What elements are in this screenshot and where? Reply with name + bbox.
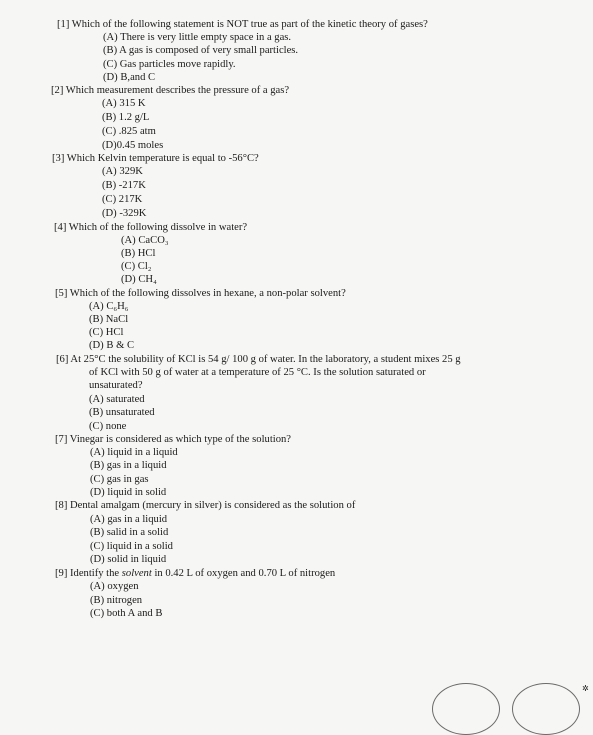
question-6-stem-line-2: of KCl with 50 g of water at a temperature of 25 °C. Is the solution saturated or — [89, 367, 426, 378]
question-9-stem-emphasis: solvent — [121, 568, 152, 579]
question-6-stem-line-3: unsaturated? — [89, 380, 143, 391]
question-3-option-b[interactable]: (B) -217K — [102, 180, 146, 191]
question-8-option-b[interactable]: (B) salid in a solid — [90, 527, 169, 538]
question-6-option-a[interactable]: (A) saturated — [89, 394, 145, 405]
question-8-option-c[interactable]: (C) liquid in a solid — [90, 541, 173, 552]
question-9-option-a[interactable]: (A) oxygen — [90, 581, 139, 592]
question-4-option-a[interactable]: (A) CaCO₃ — [121, 235, 169, 246]
question-2-option-a[interactable]: (A) 315 K — [102, 98, 146, 109]
question-7-stem: [7] Vinegar is considered as which type of the solution? — [55, 434, 291, 445]
question-7-option-a[interactable]: (A) liquid in a liquid — [90, 447, 178, 458]
question-9-option-c[interactable]: (C) both A and B — [90, 608, 163, 619]
question-2-option-d[interactable]: (D)0.45 moles — [102, 140, 164, 151]
question-5-option-b[interactable]: (B) NaCl — [89, 314, 129, 325]
question-6-stem: [6] At 25°C the solubility of KCl is 54 g/ 100 g of water. In the laboratory, a student mixes 25 g — [56, 354, 461, 365]
question-2-option-b[interactable]: (B) 1.2 g/L — [102, 112, 150, 123]
question-4-option-d[interactable]: (D) CH₄ — [121, 274, 157, 285]
decorative-arc-left — [432, 683, 500, 735]
decorative-arc-right — [512, 683, 580, 735]
question-9-option-b[interactable]: (B) nitrogen — [90, 595, 143, 606]
question-5-stem: [5] Which of the following dissolves in hexane, a non-polar solvent? — [55, 288, 346, 299]
question-8-option-d[interactable]: (D) solid in liquid — [90, 554, 167, 565]
question-1-option-b[interactable]: (B) A gas is composed of very small particles. — [103, 45, 299, 56]
question-1-stem: [1] Which of the following statement is NOT true as part of the kinetic theory of gases? — [57, 19, 428, 30]
settings-gear-icon[interactable]: ✲ — [582, 684, 589, 693]
question-4-option-b[interactable]: (B) HCl — [121, 248, 156, 259]
question-3-option-d[interactable]: (D) -329K — [102, 208, 147, 219]
question-7-option-c[interactable]: (C) gas in gas — [90, 474, 149, 485]
question-1-option-a[interactable]: (A) There is very little empty space in a gas. — [103, 32, 292, 43]
question-3-option-a[interactable]: (A) 329K — [102, 166, 143, 177]
question-2-stem: [2] Which measurement describes the pressure of a gas? — [51, 85, 290, 96]
question-9-stem — [55, 567, 335, 580]
question-7-option-d[interactable]: (D) liquid in solid — [90, 487, 167, 498]
question-6-option-b[interactable]: (B) unsaturated — [89, 407, 155, 418]
question-6-option-c[interactable]: (C) none — [89, 421, 127, 432]
question-4-option-c[interactable]: (C) Cl₂ — [121, 261, 152, 272]
question-3-option-c[interactable]: (C) 217K — [102, 194, 143, 205]
question-1-option-d[interactable]: (D) B,and C — [103, 72, 156, 83]
question-5-option-c[interactable]: (C) HCl — [89, 327, 124, 338]
question-3-stem: [3] Which Kelvin temperature is equal to -56°C? — [52, 153, 259, 164]
question-8-stem: [8] Dental amalgam (mercury in silver) is considered as the solution of — [55, 500, 356, 511]
question-5-option-a[interactable]: (A) C₆H₆ — [89, 301, 129, 312]
question-8-option-a[interactable]: (A) gas in a liquid — [90, 514, 168, 525]
question-2-option-c[interactable]: (C) .825 atm — [102, 126, 156, 137]
question-4-stem: [4] Which of the following dissolve in water? — [54, 222, 248, 233]
question-1-option-c[interactable]: (C) Gas particles move rapidly. — [103, 59, 236, 70]
question-9-stem-post: in 0.42 L of oxygen and 0.70 L of nitrogen — [151, 568, 336, 579]
question-7-option-b[interactable]: (B) gas in a liquid — [90, 460, 167, 471]
question-5-option-d[interactable]: (D) B & C — [89, 340, 135, 351]
question-9-stem-pre: [9] Identify the — [55, 568, 122, 579]
